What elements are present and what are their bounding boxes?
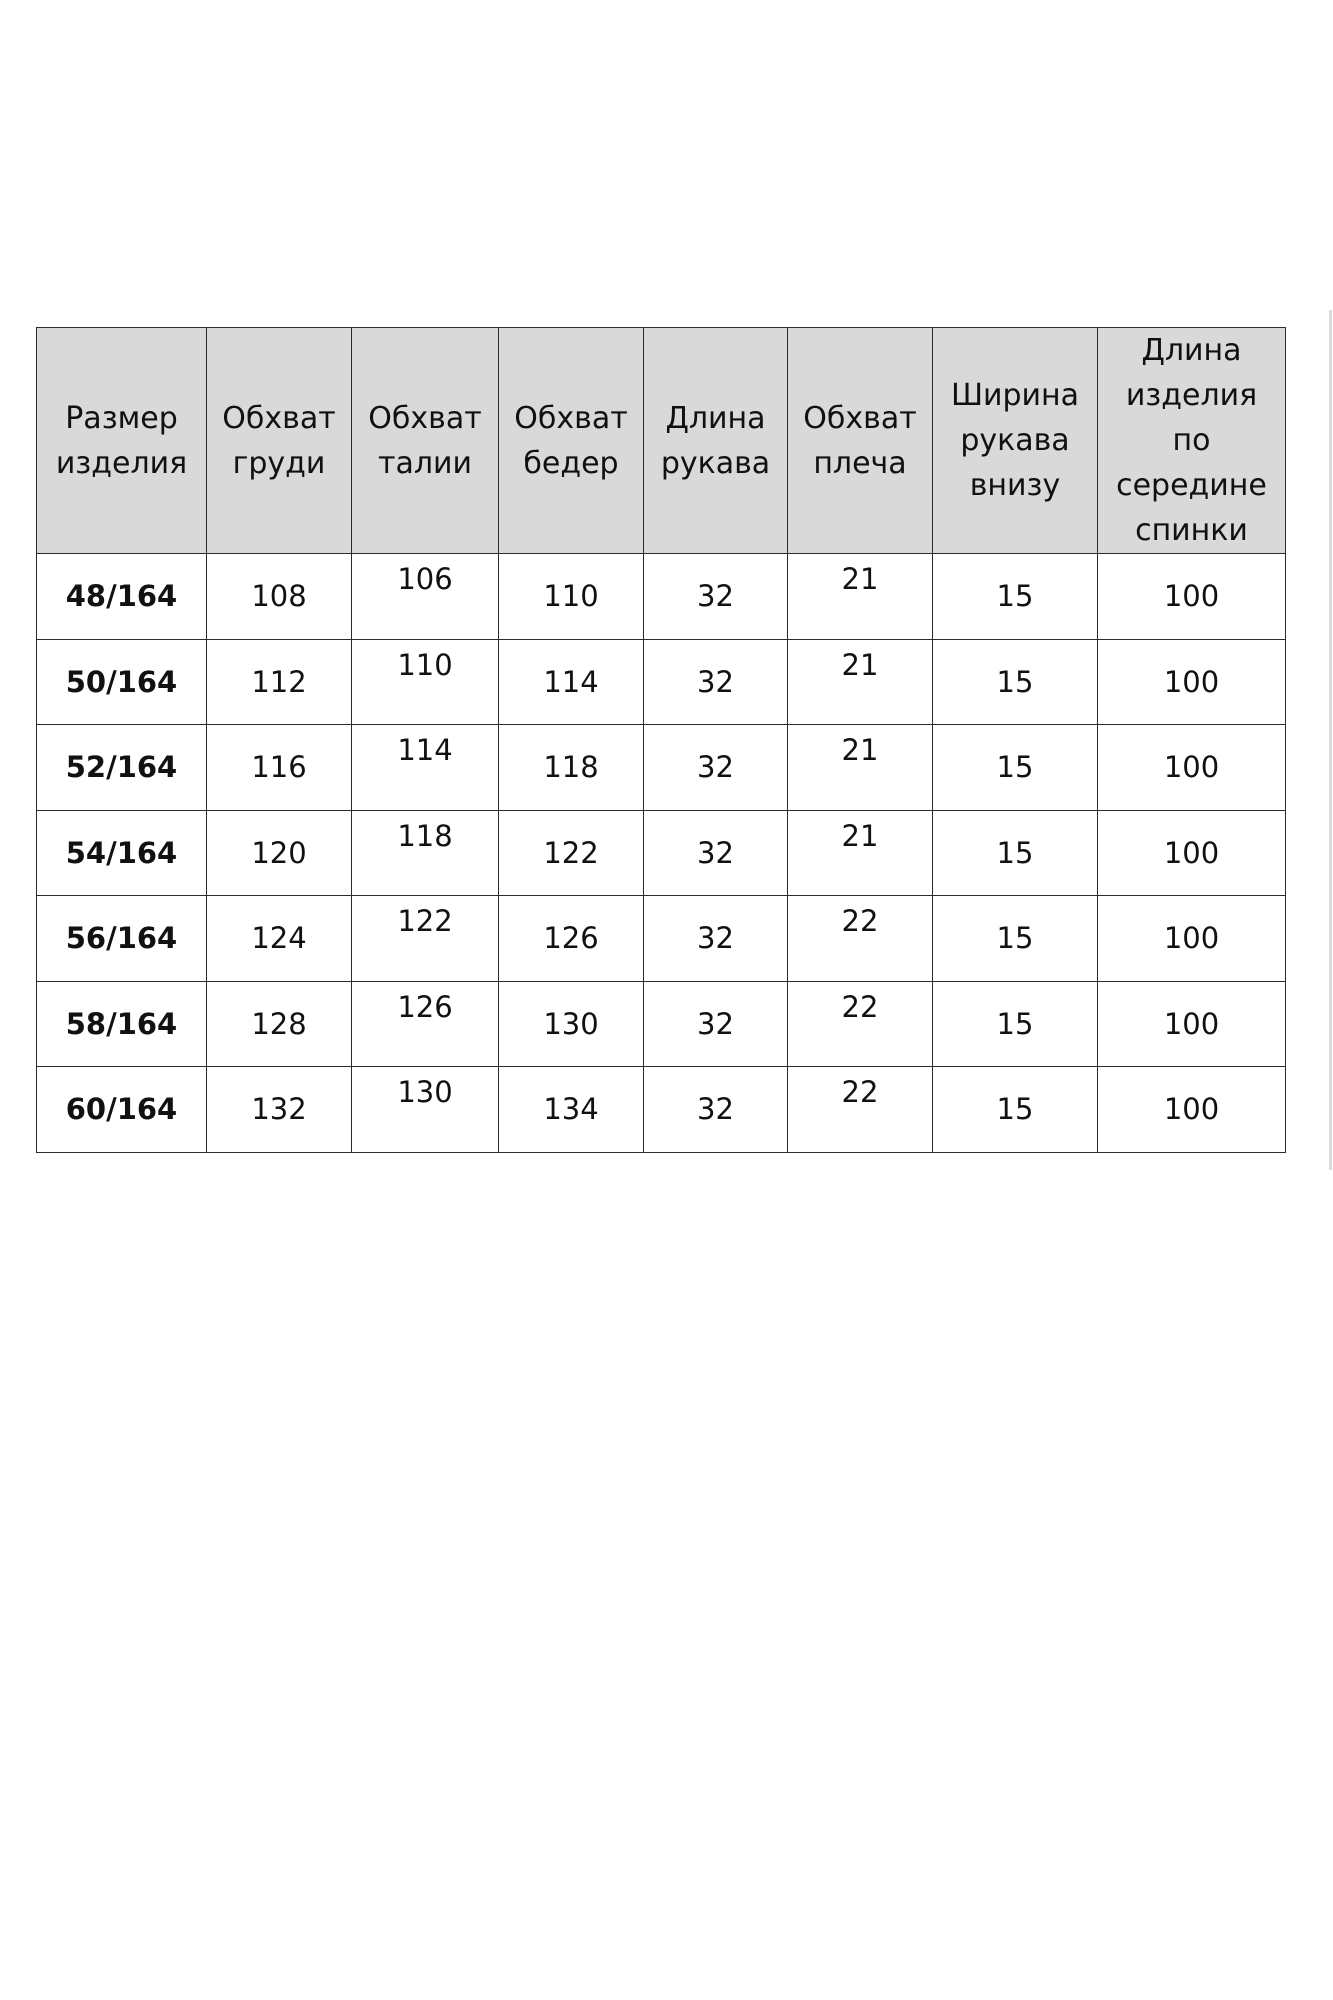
- cell-sleeve-width: 15: [933, 1067, 1098, 1153]
- cell-chest: 128: [207, 981, 352, 1067]
- cell-back-length: 100: [1098, 896, 1286, 982]
- table-row: [37, 981, 1286, 1067]
- cell-shoulder: 21: [788, 554, 933, 640]
- cell-chest: 112: [207, 639, 352, 725]
- cell-chest: 116: [207, 725, 352, 811]
- cell-size: 58/164: [37, 981, 207, 1067]
- cell-back-length: 100: [1098, 725, 1286, 811]
- cell-sleeve-length: 32: [644, 896, 788, 982]
- cell-waist: 126: [352, 981, 499, 1067]
- cell-chest: 120: [207, 810, 352, 896]
- size-chart-table: [36, 327, 1286, 1153]
- cell-back-length: 100: [1098, 1067, 1286, 1153]
- cell-sleeve-width: 15: [933, 810, 1098, 896]
- cell-size: 60/164: [37, 1067, 207, 1153]
- header-sleeve-width: Ширина рукава внизу: [933, 328, 1098, 554]
- cell-hips: 118: [499, 725, 644, 811]
- cell-shoulder: 21: [788, 810, 933, 896]
- cell-hips: 110: [499, 554, 644, 640]
- cell-sleeve-width: 15: [933, 725, 1098, 811]
- table-row: [37, 1067, 1286, 1153]
- cell-hips: 122: [499, 810, 644, 896]
- header-shoulder: Обхват плеча: [788, 328, 933, 554]
- table-row: [37, 725, 1286, 811]
- cell-sleeve-length: 32: [644, 554, 788, 640]
- cell-size: 52/164: [37, 725, 207, 811]
- page-edge-divider: [1329, 310, 1332, 1170]
- cell-chest: 132: [207, 1067, 352, 1153]
- cell-back-length: 100: [1098, 810, 1286, 896]
- table-row: [37, 639, 1286, 725]
- cell-sleeve-length: 32: [644, 639, 788, 725]
- cell-waist: 130: [352, 1067, 499, 1153]
- cell-hips: 134: [499, 1067, 644, 1153]
- cell-waist: 118: [352, 810, 499, 896]
- cell-chest: 124: [207, 896, 352, 982]
- cell-size: 50/164: [37, 639, 207, 725]
- cell-sleeve-length: 32: [644, 1067, 788, 1153]
- cell-size: 56/164: [37, 896, 207, 982]
- cell-sleeve-width: 15: [933, 639, 1098, 725]
- header-sleeve-length: Длина рукава: [644, 328, 788, 554]
- cell-chest: 108: [207, 554, 352, 640]
- header-size: Размер изделия: [37, 328, 207, 554]
- cell-sleeve-width: 15: [933, 981, 1098, 1067]
- cell-waist: 122: [352, 896, 499, 982]
- header-back-length: Длина изделия по середине спинки: [1098, 328, 1286, 554]
- cell-shoulder: 21: [788, 639, 933, 725]
- cell-hips: 126: [499, 896, 644, 982]
- cell-back-length: 100: [1098, 554, 1286, 640]
- cell-hips: 130: [499, 981, 644, 1067]
- cell-sleeve-length: 32: [644, 981, 788, 1067]
- header-chest: Обхват груди: [207, 328, 352, 554]
- cell-shoulder: 22: [788, 1067, 933, 1153]
- cell-sleeve-width: 15: [933, 896, 1098, 982]
- header-waist: Обхват талии: [352, 328, 499, 554]
- cell-waist: 110: [352, 639, 499, 725]
- cell-sleeve-length: 32: [644, 810, 788, 896]
- cell-waist: 106: [352, 554, 499, 640]
- table-row: [37, 554, 1286, 640]
- cell-shoulder: 22: [788, 981, 933, 1067]
- header-hips: Обхват бедер: [499, 328, 644, 554]
- cell-waist: 114: [352, 725, 499, 811]
- cell-size: 54/164: [37, 810, 207, 896]
- cell-size: 48/164: [37, 554, 207, 640]
- cell-hips: 114: [499, 639, 644, 725]
- cell-shoulder: 22: [788, 896, 933, 982]
- cell-sleeve-length: 32: [644, 725, 788, 811]
- cell-back-length: 100: [1098, 981, 1286, 1067]
- cell-sleeve-width: 15: [933, 554, 1098, 640]
- cell-back-length: 100: [1098, 639, 1286, 725]
- cell-shoulder: 21: [788, 725, 933, 811]
- table-row: [37, 810, 1286, 896]
- header-row: [37, 328, 1286, 554]
- table-row: [37, 896, 1286, 982]
